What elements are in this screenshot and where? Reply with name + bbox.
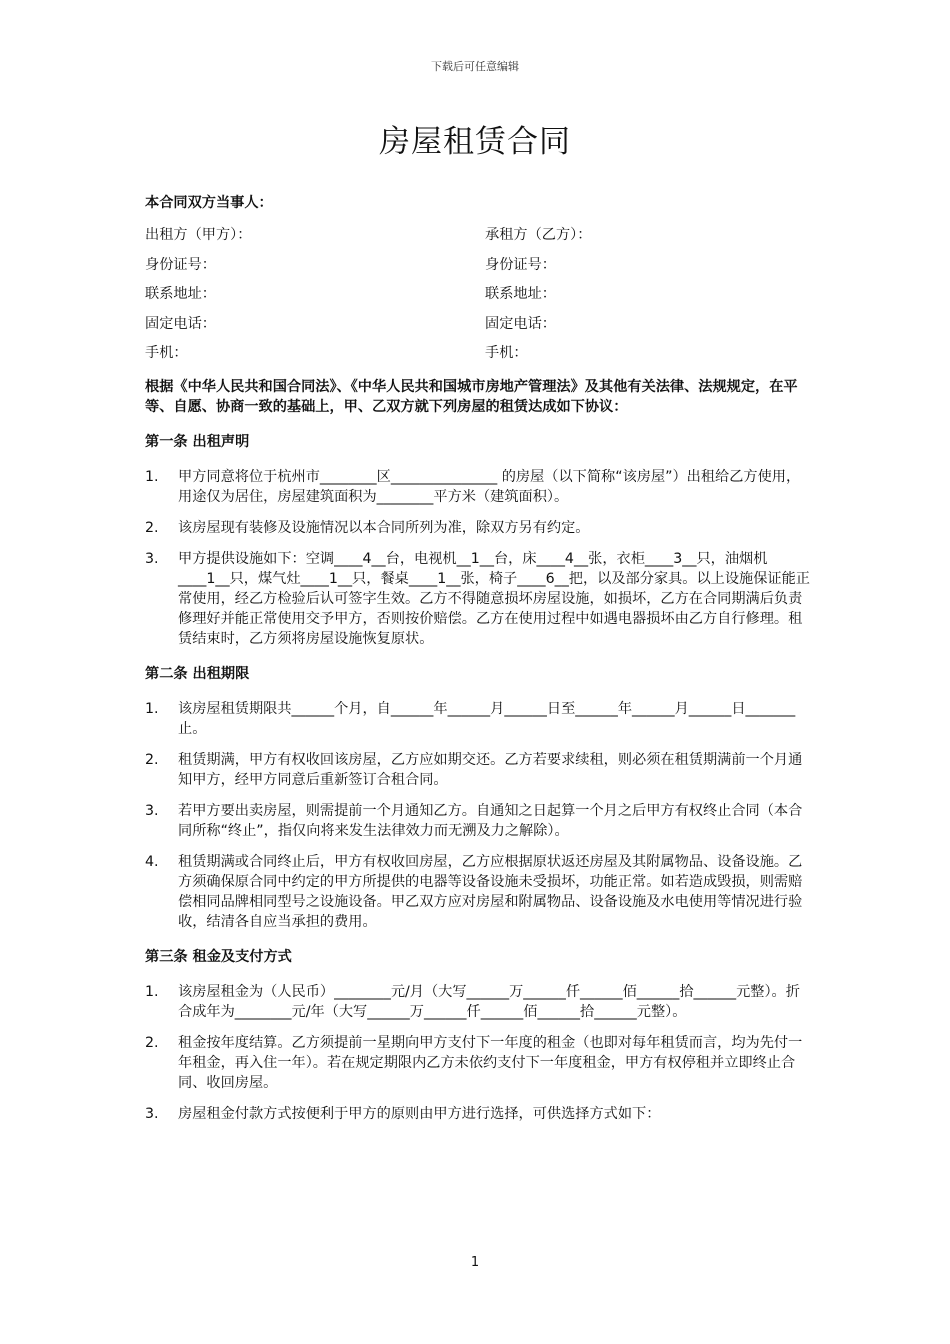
clause bbox=[145, 699, 810, 739]
clause-number: 2. bbox=[145, 520, 159, 536]
clause-number: 4. bbox=[145, 854, 159, 870]
clause-text: 甲方同意将位于杭州市________区_______________ 的房屋（以下简称“该房屋”）出租给乙方使用，用途仅为居住，房屋建筑面积为________平方米（建筑面积）。 bbox=[178, 469, 801, 505]
parties-heading: 本合同双方当事人： bbox=[145, 195, 273, 211]
party-a-phone: 固定电话： bbox=[145, 315, 216, 332]
party-b-id: 身份证号： bbox=[485, 256, 556, 273]
clause-text: 该房屋租金为（人民币）________元/月（大写______万______仟______佰______拾______元整）。折合成年为________元/年（大写______万______仟______佰______拾______元整）。 bbox=[178, 984, 800, 1020]
clause-text: 该房屋租赁期限共______个月，自______年______月______日至______年______月______日_______止。 bbox=[178, 701, 796, 737]
clause-text: 该房屋现有装修及设施情况以本合同所列为准，除双方另有约定。 bbox=[178, 520, 590, 536]
clause-number: 2. bbox=[145, 752, 159, 768]
clause-text: 房屋租金付款方式按便利于甲方的原则由甲方进行选择，可供选择方式如下： bbox=[178, 1106, 661, 1122]
clause-number: 1. bbox=[145, 469, 159, 485]
section-1-title: 第一条 出租声明 bbox=[145, 434, 250, 450]
clause bbox=[145, 852, 810, 932]
clause-number: 3. bbox=[145, 1106, 159, 1122]
party-a-mobile: 手机： bbox=[145, 345, 188, 361]
clause bbox=[145, 467, 810, 507]
clause-number: 3. bbox=[145, 803, 159, 819]
party-a-id: 身份证号： bbox=[145, 256, 216, 273]
page-number: 1 bbox=[470, 1255, 480, 1270]
section-3-title: 第三条 租金及支付方式 bbox=[145, 949, 292, 965]
section-2-title: 第二条 出租期限 bbox=[145, 666, 250, 682]
clause bbox=[145, 750, 810, 790]
clause bbox=[145, 1104, 810, 1124]
clause-number: 2. bbox=[145, 1035, 159, 1051]
clause-text: 甲方提供设施如下：空调____4__台，电视机__1__台，床____4__张，衣柜____3__只，油烟机____1__只，煤气灶____1__只，餐桌____1__张，椅子____6__把，以及部分家具。以上设施保证能正常使用，经乙方检验后认可签字生效。乙方不得随意损坏房屋设施，如损坏，乙方在合同期满后负责修理好并能正常使用交予甲方，否则按价赔偿。乙方在使用过程中如遇电器损坏由乙方自行修理。租赁结束时，乙方须将房屋设施恢复原状。 bbox=[178, 551, 810, 647]
parties-table bbox=[145, 225, 810, 363]
clause-number: 1. bbox=[145, 701, 159, 717]
clause-text: 租金按年度结算。乙方须提前一星期向甲方支付下一年度的租金（也即对每年租赁而言，均为先付一年租金，再入住一年）。若在规定期限内乙方未依约支付下一年度租金，甲方有权停租并立即终止合同、收回房屋。 bbox=[178, 1035, 803, 1091]
party-b-phone: 固定电话： bbox=[485, 315, 556, 332]
clause-text: 租赁期满或合同终止后，甲方有权收回房屋，乙方应根据原状返还房屋及其附属物品、设备设施。乙方须确保原合同中约定的甲方所提供的电器等设备设施未受损坏，功能正常。如若造成毁损，则需赔偿相同品牌相同型号之设施设备。甲乙双方应对房屋和附属物品、设备设施及水电使用等情况进行验收，结清各自应当承担的费用。 bbox=[178, 854, 803, 930]
party-a-address: 联系地址： bbox=[145, 286, 216, 302]
clause-text: 租赁期满，甲方有权收回该房屋，乙方应如期交还。乙方若要求续租，则必须在租赁期满前一个月通知甲方，经甲方同意后重新签订合租合同。 bbox=[178, 752, 803, 788]
party-b-address: 联系地址： bbox=[485, 286, 556, 302]
contract-body bbox=[145, 193, 810, 1124]
clause bbox=[145, 1033, 810, 1093]
party-a-name: 出租方（甲方）： bbox=[145, 227, 252, 243]
clause bbox=[145, 801, 810, 841]
clause bbox=[145, 518, 810, 538]
party-b-name: 承租方（乙方）： bbox=[485, 227, 592, 243]
clause-number: 3. bbox=[145, 551, 159, 567]
intro-paragraph: 根据《中华人民共和国合同法》、《中华人民共和国城市房地产管理法》及其他有关法律、法规规定，在平等、自愿、协商一致的基础上，甲、乙双方就下列房屋的租赁达成如下协议： bbox=[145, 379, 798, 415]
clause-text: 若甲方要出卖房屋，则需提前一个月通知乙方。自通知之日起算一个月之后甲方有权终止合同（本合同所称“终止”，指仅向将来发生法律效力而无溯及力之解除）。 bbox=[178, 803, 803, 839]
clause bbox=[145, 549, 810, 649]
clause bbox=[145, 982, 810, 1022]
page-header: 下载后可任意编辑 bbox=[431, 60, 519, 73]
clause-number: 1. bbox=[145, 984, 159, 1000]
document-title: 房屋租赁合同 bbox=[379, 124, 571, 160]
party-b-mobile: 手机： bbox=[485, 345, 528, 361]
